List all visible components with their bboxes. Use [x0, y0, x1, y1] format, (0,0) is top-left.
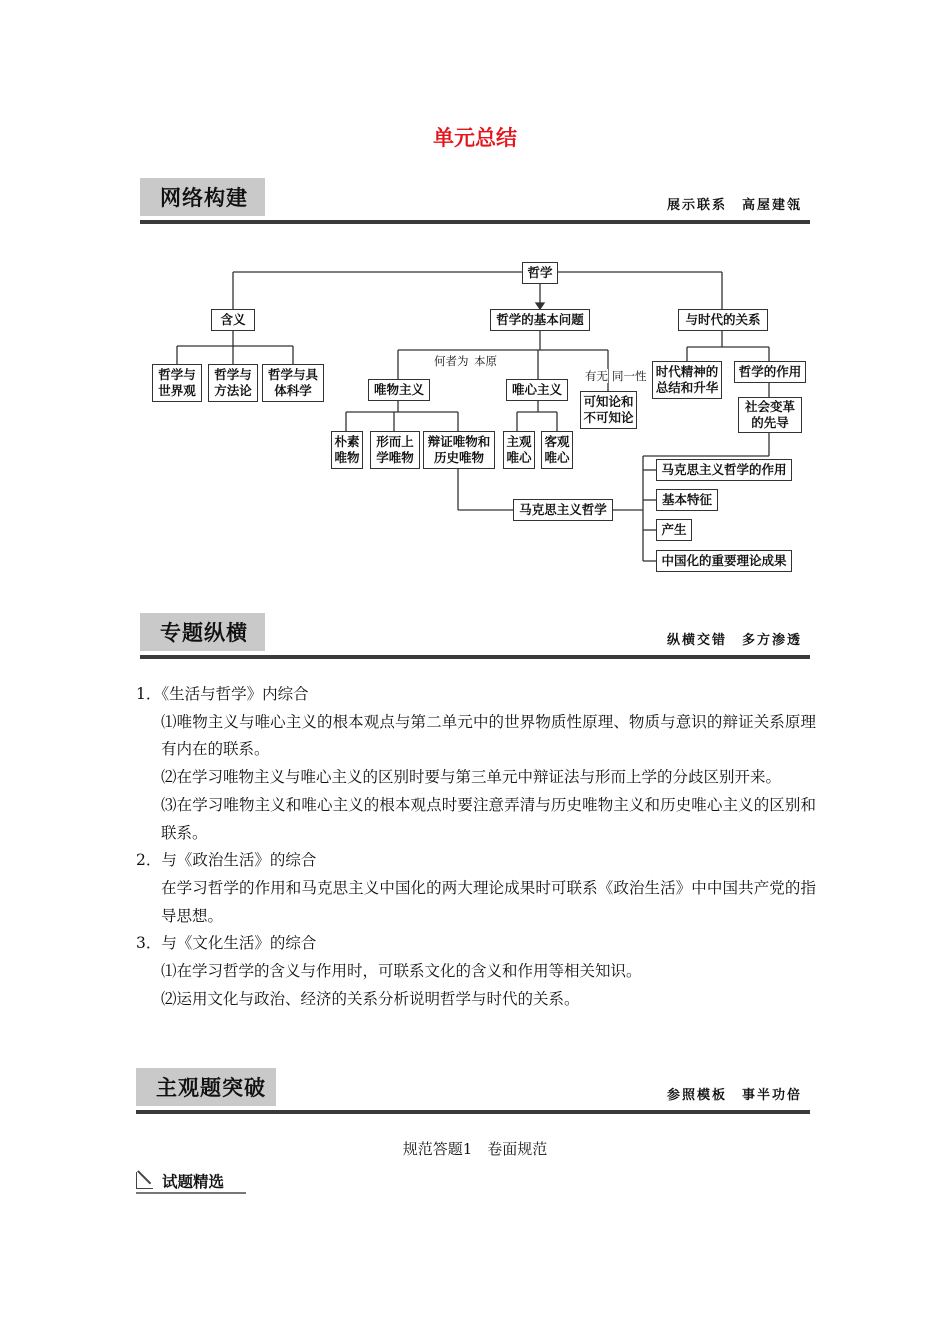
node-objective-idealism: 客观唯心	[541, 431, 573, 469]
node-meaning: 含义	[211, 309, 255, 331]
topic-point: ⑵运用文化与政治、经济的关系分析说明哲学与时代的关系。	[161, 989, 580, 1008]
node-naive-materialism: 朴素唯物	[331, 431, 363, 469]
banner-rule	[140, 655, 810, 659]
section-subtitle: 参照模板 事半功倍	[666, 1088, 802, 1103]
node-materialism: 唯物主义	[368, 379, 430, 401]
node-sinicized-achievements: 中国化的重要理论成果	[656, 550, 792, 572]
section-title: 专题纵横	[160, 621, 248, 645]
trial-underline	[136, 1192, 246, 1194]
node-philosophy: 哲学	[522, 262, 558, 284]
trial-label: 试题精选	[162, 1173, 225, 1191]
section-subtitle: 纵横交错 多方渗透	[666, 633, 802, 648]
topic-heading: 1．《生活与哲学》内综合	[136, 685, 309, 703]
node-worldview: 哲学与世界观	[152, 364, 202, 402]
node-social-pioneer: 社会变革的先导	[738, 397, 802, 433]
edge-label-origin: 本原	[474, 354, 497, 368]
node-marxist-philosophy: 马克思主义哲学	[513, 499, 613, 521]
node-basic-features: 基本特征	[656, 489, 718, 511]
node-methodology: 哲学与方法论	[208, 364, 258, 402]
topic-heading: 2．与《政治生活》的综合	[136, 851, 317, 870]
node-concrete-science: 哲学与具体科学	[262, 364, 324, 402]
edge-label-which: 何者为	[434, 354, 469, 368]
node-knowability: 可知论和不可知论	[580, 391, 637, 429]
edge-label-identity: 同一性	[612, 369, 647, 383]
node-marxism-role: 马克思主义哲学的作用	[656, 459, 792, 481]
node-spirit-of-times: 时代精神的总结和升华	[652, 361, 722, 399]
trial-heading	[136, 1170, 246, 1196]
node-idealism: 唯心主义	[506, 379, 568, 401]
edge-label-yesno: 有无	[585, 369, 608, 383]
node-origin: 产生	[656, 519, 692, 541]
node-metaphysical-materialism: 形而上学唯物	[370, 431, 420, 469]
node-subjective-idealism: 主观唯心	[503, 431, 535, 469]
topics-content	[136, 681, 816, 1013]
topic-point: ⑴唯物主义与唯心主义的根本观点与第二单元中的世界物质性原理、物质与意识的辩证关系原理有内在的联系。	[161, 712, 816, 759]
topic-point: 在学习哲学的作用和马克思主义中国化的两大理论成果时可联系《政治生活》中中国共产党的指导思想。	[161, 878, 816, 925]
section-title: 网络构建	[160, 186, 248, 210]
node-basic-question: 哲学的基本问题	[490, 309, 590, 331]
corner-arrow-icon	[136, 1172, 153, 1189]
topic-point: ⑵在学习唯物主义与唯心主义的区别时要与第三单元中辩证法与形而上学的分歧区别开来。	[161, 768, 782, 787]
section-title: 主观题突破	[156, 1076, 266, 1100]
topic-point: ⑴在学习哲学的含义与作用时，可联系文化的含义和作用等相关知识。	[161, 962, 642, 981]
page-title: 单元总结	[433, 126, 517, 150]
topic-heading: 3．与《文化生活》的综合	[136, 934, 317, 953]
section-banner-subjective	[136, 1068, 810, 1114]
banner-rule	[136, 1110, 810, 1114]
concept-map-connectors	[0, 0, 950, 600]
section-caption: 规范答题1 卷面规范	[402, 1140, 548, 1158]
section-subtitle: 展示联系 高屋建瓴	[666, 198, 802, 213]
node-dialectical-materialism: 辩证唯物和历史唯物	[423, 431, 495, 469]
node-role: 哲学的作用	[734, 361, 806, 383]
node-times: 与时代的关系	[678, 309, 768, 331]
section-banner-topics	[140, 613, 810, 659]
topic-point: ⑶在学习唯物主义和唯心主义的根本观点时要注意弄清与历史唯物主义和历史唯心主义的区别和联系。	[161, 795, 816, 842]
